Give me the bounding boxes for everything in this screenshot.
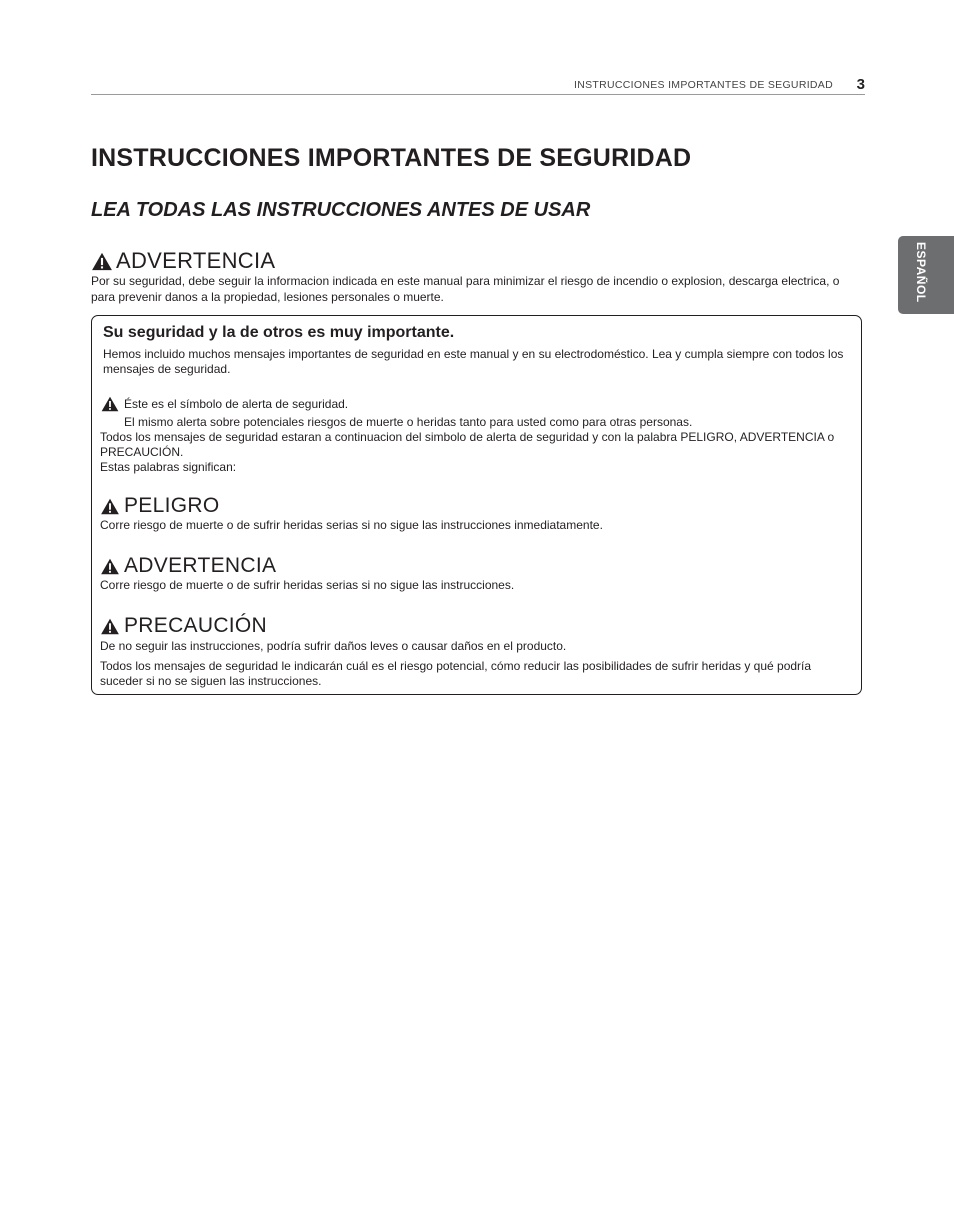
warning-triangle-icon [100, 618, 120, 635]
danger-heading-label: PELIGRO [124, 494, 220, 517]
advertencia-heading-label: ADVERTENCIA [124, 554, 277, 577]
warning-heading [91, 248, 275, 274]
signal-words-intro [100, 430, 840, 475]
running-header [91, 76, 865, 95]
safety-box-intro: Hemos incluido muchos mensajes importantes de seguridad en este manual y en su electrodoméstico. Lea y cumpla siempre con todos los mensajes de seguridad. [103, 347, 844, 376]
warning-triangle-icon [100, 558, 120, 575]
warning-heading-label: ADVERTENCIA [116, 248, 276, 273]
advertencia-text: Corre riesgo de muerte o de sufrir heridas serias si no sigue las instrucciones. [100, 578, 515, 592]
closing-text: Todos los mensajes de seguridad le indicarán cuál es el riesgo potencial, cómo reducir las posibilidades de sufrir heridas y qué podría suceder si no se siguen las instrucciones. [100, 659, 812, 688]
caution-heading-label: PRECAUCIÓN [124, 614, 268, 637]
signal-words-text: Todos los mensajes de seguridad estaran a continuacion del simbolo de alerta de seguridad y con la palabra PELIGRO, ADVERTENCIA o PRECAUCIÓN. [100, 430, 835, 459]
page-number: 3 [856, 76, 865, 93]
caution-text: De no seguir las instrucciones, podría sufrir daños leves o causar daños en el producto. [100, 639, 567, 653]
danger-heading [100, 494, 219, 518]
caution-heading [100, 614, 267, 638]
language-tab[interactable] [898, 236, 954, 314]
alert-symbol-description: El mismo alerta sobre potenciales riesgos de muerte o heridas tanto para usted como para otras personas. [124, 415, 693, 429]
page-subtitle: LEA TODAS LAS INSTRUCCIONES ANTES DE USAR [91, 199, 591, 221]
warning-text: Por su seguridad, debe seguir la informacion indicada en este manual para minimizar el riesgo de incendio o explosion, descarga electrica, o para prevenir danos a la propiedad, lesiones personales o muerte. [91, 274, 840, 304]
alert-symbol-label: Éste es el símbolo de alerta de seguridad. [124, 397, 349, 411]
warning-triangle-icon [101, 396, 119, 412]
advertencia-heading [100, 554, 276, 578]
alert-symbol-line [101, 396, 348, 412]
running-title: INSTRUCCIONES IMPORTANTES DE SEGURIDAD [574, 79, 833, 91]
safety-box [91, 315, 862, 695]
warning-triangle-icon [91, 252, 113, 271]
language-tab-label: ESPAÑOL [914, 242, 928, 303]
signal-words-meaning: Estas palabras significan: [100, 460, 237, 474]
warning-triangle-icon [100, 498, 120, 515]
safety-box-title: Su seguridad y la de otros es muy importante. [103, 324, 455, 341]
page-title: INSTRUCCIONES IMPORTANTES DE SEGURIDAD [91, 144, 692, 172]
danger-text: Corre riesgo de muerte o de sufrir heridas serias si no sigue las instrucciones inmediatamente. [100, 518, 603, 532]
